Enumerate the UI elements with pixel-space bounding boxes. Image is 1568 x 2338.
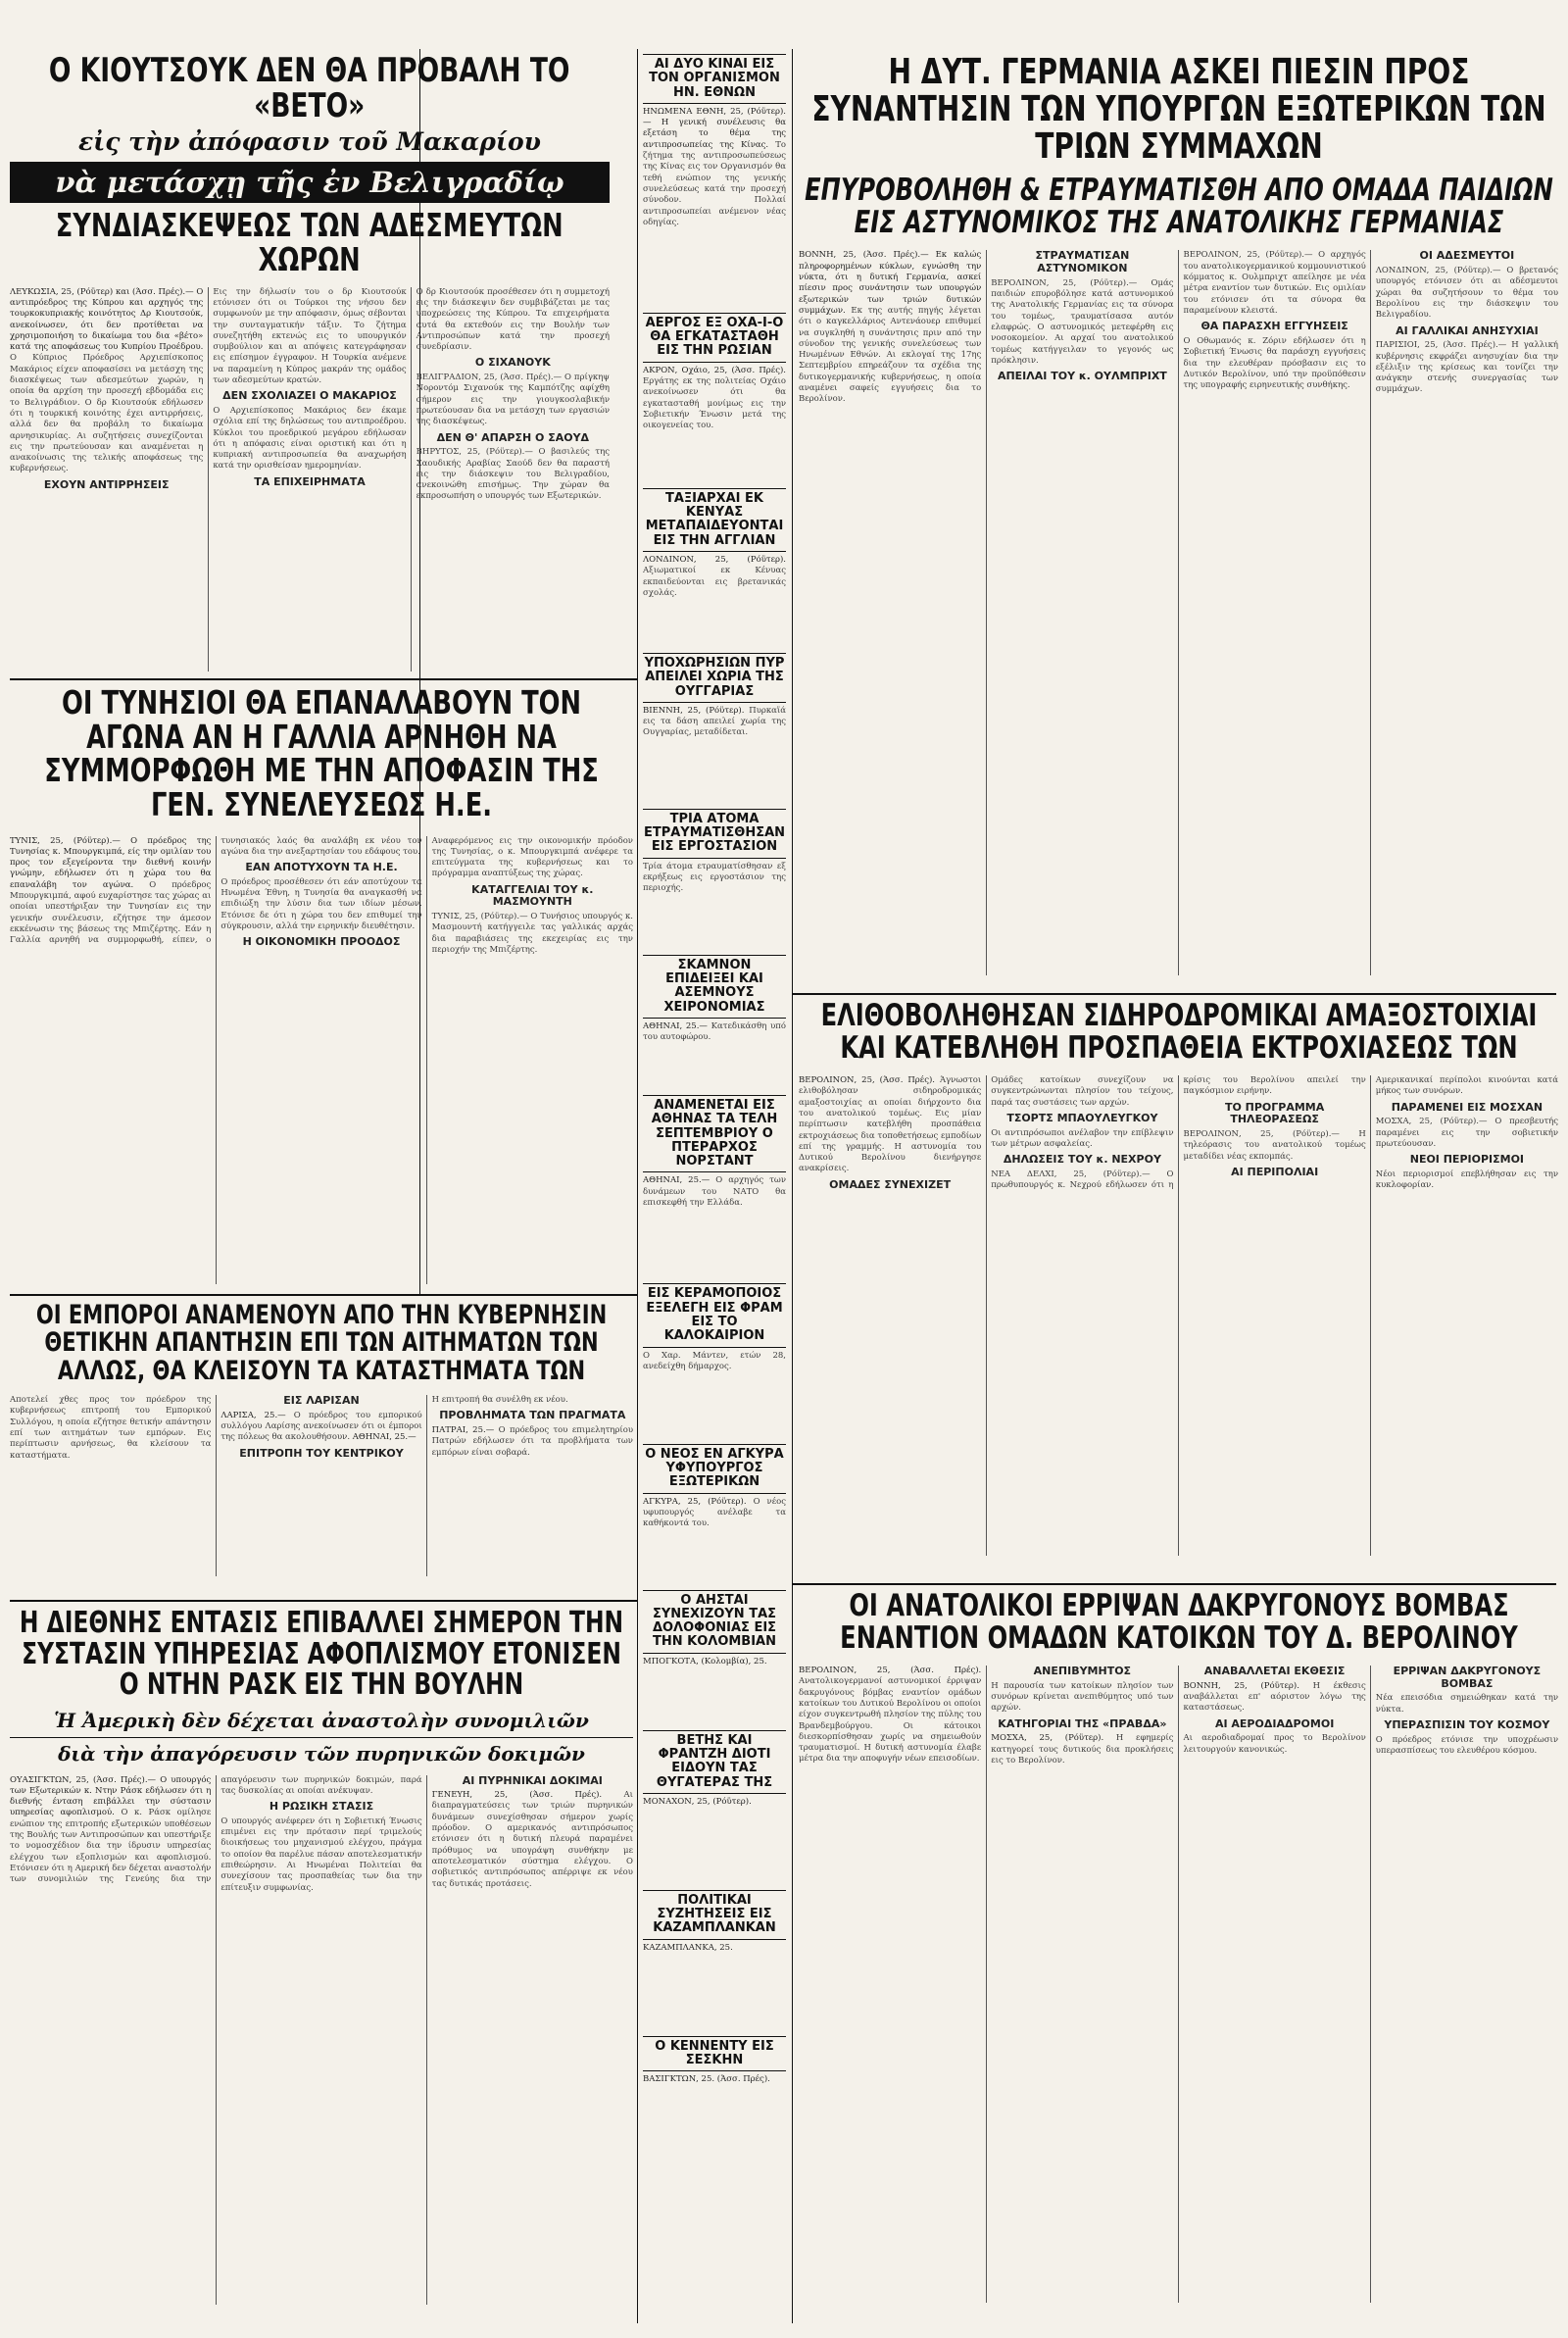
headline: ΟΙ ΑΝΑΤΟΛΙΚΟΙ ΕΡΡΙΨΑΝ ΔΑΚΡΥΓΟΝΟΥΣ ΒΟΜΒΑΣ ΕΝΑΝΤΙΟΝ ΟΜΑΔΩΝ ΚΑΤΟΙΚΩΝ ΤΟΥ Δ. ΒΕΡΟΛΙΝΟΥ [839,1590,1518,1656]
subheadline: Ἡ Ἀμερικὴ δὲν δέχεται ἀναστολὴν συνομιλιῶν [10,1709,633,1738]
section-heading: ΤΑ ΕΠΙΧΕΙΡΗΜΑΤΑ [254,474,366,488]
headline: Ο ΚΕΝΝΕΝΤΥ ΕΙΣ ΣΕΣΚΗΝ [643,2036,786,2072]
dateline: ΛΕΥΚΩΣΙΑ, 25, (Ρόϋτερ) και (Άσσ. Πρές).— Ο αντιπρόεδρος της Κύπρου και αρχηγός της τουρκοκυπριακής κοινότητος Δρ Κιουτσούκ, ανεκοίνωσεν, ότι δεν προτίθεται να χρησιμοποιήση το δικαίωμα του δια «βέτο» κατά της αποφάσεως του Κυπρίου Προέδρου. [10,286,204,353]
section-heading: ΟΜΑΔΕΣ ΣΥΝΕΧΙΖΕΤ [829,1177,952,1191]
article-tunisia [10,686,633,1284]
article-west-germany [799,54,1558,985]
article-disarmament [10,1608,633,2328]
brief-body: ΛΟΝΔΙΝΟΝ, 25, (Ρόϋτερ). Αξιωματικοί εκ Κένυας εκπαιδεύονται εις βρετανικάς σχολάς. [643,554,786,598]
dateline: ΒΟΝΝΗ, 25, (Ρόϋτερ). [1183,1680,1299,1691]
headline: ΟΙ ΕΜΠΟΡΟΙ ΑΝΑΜΕΝΟΥΝ ΑΠΟ ΤΗΝ ΚΥΒΕΡΝΗΣΙΝ ΘΕΤΙΚΗΝ ΑΠΑΝΤΗΣΙΝ ΕΠΙ ΤΩΝ ΑΙΤΗΜΑΤΩΝ ΤΩΝ ΑΛΛΩΣ, ΘΑ ΚΛΕΙΣΟΥΝ ΤΑ ΚΑΤΑΣΤΗΜΑΤΑ ΤΩΝ [35,1302,608,1386]
section-heading: ΚΑΤΗΓΟΡΙΑΙ ΤΗΣ «ΠΡΑΒΔΑ» [998,1716,1167,1730]
dateline: ΓΕΝΕΥΗ, 25, (Άσσ. Πρές). [431,1790,603,1801]
brief-body: ΑΓΚΥΡΑ, 25, (Ρόϋτερ). Ο νέος υφυπουργός ανέλαβε τα καθήκοντά του. [643,1496,786,1529]
dateline: ΒΕΡΟΛΙΝΟΝ, 25, (Άσσ. Πρές). [799,1666,982,1676]
section-rule [10,1294,637,1296]
section-heading: ΕΡΡΙΨΑΝ ΔΑΚΡΥΓΟΝΟΥΣ ΒΟΜΒΑΣ [1393,1665,1542,1690]
dateline: ΑΚΡΟΝ, Οχάιο, 25, (Άσσ. Πρές). [643,365,786,375]
section-rule [10,678,637,680]
subheadline: εἰς τὴν ἀπόφασιν τοῦ Μακαρίου [77,127,542,157]
brief-body [643,1657,786,1730]
subheadline-2: διὰ τὴν ἀπαγόρευσιν τῶν πυρηνικῶν δοκιμῶν [58,1741,585,1766]
brief-body: Ο Χαρ. Μάντεν, ετών 28, ανεδείχθη δήμαρχος. [643,1350,786,1371]
article-body: ΒΟΝΝΗ, 25, (Άσσ. Πρές).— Εκ καλώς πληροφορημένων κύκλων, εγνώσθη την νύκτα, ότι η δυτική Γερμανία, ασκεί πίεσιν προς συνάντησιν των υπουργών εξωτερικών των τριών δυτικών συμμάχων. Εκ της αυτής πηγής λέγεται ότι ο καγκελλάριος Αντενάουερ επιθυμεί να συγκληθή η συνάντησις πριν από την σύνοδον της γενικής συνελεύσεως των Ηνωμένων Εθνών. Αι εκλογαί της 17ης Σεπτεμβρίου επηρεάζουν τα σχέδια της δυτικογερμανικής κυβερνήσεως, η οποία αναμένει σαφείς εγγυήσεις δια το Βερολίνον. ΣΤΡΑΥΜΑΤΙΣΑΝ ΑΣΤΥΝΟΜΙΚΟΝ ΒΕΡΟΛΙΝΟΝ, 25, (Ρόϋτερ).— Ομάς παιδιών επυροβόλησε κατά αστυνομικού της Ανατολικής Γερμανίας εις τα σύνορα του τομέως, τραυματίσασα αυτόν ελαφρώς. Ο αστυνομικός μετεφέρθη εις νοσοκομείον. Αι αρχαί του ανατολικού τομέως κατήγγειλαν το γεγονός ως πρόκλησιν. ΑΠΕΙΛΑΙ ΤΟΥ κ. ΟΥΛΜΠΡΙΧΤ ΒΕΡΟΛΙΝΟΝ, 25, (Ρόϋτερ).— Ο αρχηγός του ανατολικογερμανικού κομμουνιστικού κόμματος κ. Ουλμπριχτ απείλησε με νέα μέτρα εναντίον των δυτικών. Εις ομιλίαν του ετόνισεν ότι τα σύνορα θα παραμείνουν κλειστά. ΘΑ ΠΑΡΑΣΧΗ ΕΓΓΥΗΣΕΙΣ Ο Οθωμανός κ. Ζόριν εδήλωσεν ότι η Σοβιετική Ένωσις θα παράσχη εγγυήσεις δια την ελευθέραν πρόσβασιν εις το Δυτικόν Βερολίνον, υπό την προϋπόθεσιν της υπογραφής ειρηνευτικής συνθήκης. ΟΙ ΑΔΕΣΜΕΥΤΟΙ ΛΟΝΔΙΝΟΝ, 25, (Ρόϋτερ).— Ο βρετανός υπουργός ετόνισεν ότι αι αδέσμευτοι χώραι θα συζητήσουν το θέμα του Βερολίνου εις την διάσκεψιν του Βελιγραδίου. ΑΙ ΓΑΛΛΙΚΑΙ ΑΝΗΣΥΧΙΑΙ ΠΑΡΙΣΙΟΙ, 25, (Άσσ. Πρές).— Η γαλλική κυβέρνησις εκφράζει ανησυχίαν δια την εξέλιξιν της κρίσεως και τονίζει την ανάγκην στενής συνεργασίας των συμμάχων. [799,249,1558,405]
section-heading: Ο ΣΙΧΑΝΟΥΚ [474,356,551,370]
headline: ΕΛΙΘΟΒΟΛΗΘΗΣΑΝ ΣΙΔΗΡΟΔΡΟΜΙΚΑΙ ΑΜΑΞΟΣΤΟΙΧΙΑΙ ΚΑΙ ΚΑΤΕΒΛΗΘΗ ΠΡΟΣΠΑΘΕΙΑ ΕΚΤΡΟΧΙΑΣΕΩΣ ΤΩΝ [820,1000,1537,1066]
section-heading: ΑΙ ΑΕΡΟΔΙΑΔΡΟΜΟΙ [1214,1716,1335,1730]
section-heading: ΥΠΕΡΑΣΠΙΣΙΝ ΤΟΥ ΚΟΣΜΟΥ [1384,1717,1550,1731]
section-heading: ΤΟ ΠΡΟΓΡΑΜΜΑ ΤΗΛΕΟΡΑΣΕΩΣ [1224,1100,1325,1126]
brief-body: Τρία άτομα ετραυματίσθησαν εξ εκρήξεως εις εργοστάσιον της περιοχής. [643,861,786,894]
headline: ΥΠΟΧΩΡΗΣΙΩΝ ΠΥΡ ΑΠΕΙΛΕΙ ΧΩΡΙΑ ΤΗΣ ΟΥΓΓΑΡΙΑΣ [643,653,786,703]
brief-body [643,2074,786,2133]
section-heading: ΤΣΟΡΤΣ ΜΠΑΟΥΛΕΥΓΚΟΥ [1006,1111,1158,1124]
section-heading: ΕΙΣ ΛΑΡΙΣΑΝ [283,1394,360,1408]
headline: ΤΑΞΙΑΡΧΑΙ ΕΚ ΚΕΝΥΑΣ ΜΕΤΑΠΑΙΔΕΥΟΝΤΑΙ ΕΙΣ ΤΗΝ ΑΓΓΛΙΑΝ [643,488,786,552]
inverse-banner [10,162,610,203]
headline: ΣΚΑΜΝΟΝ ΕΠΙΔΕΙΞΕΙ ΚΑΙ ΑΣΕΜΝΟΥΣ ΧΕΙΡΟΝΟΜΙΑΣ [643,955,786,1019]
article-body: ΟΥΑΣΙΓΚΤΩΝ, 25, (Άσσ. Πρές).— Ο υπουργός των Εξωτερικών κ. Ντην Ράσκ εδήλωσεν ότι η διεθνής ένταση επιβάλλει την σύστασιν υπηρεσίας αφοπλισμού. Ο κ. Ράσκ ομίλησε ενώπιον της επιτροπής εξωτερικών υποθέσεων της Βουλής των Αντιπροσώπων και υπεστήριξε το νομοσχέδιον δια την ίδρυσιν υπηρεσίας ελέγχου των εξοπλισμών και αφοπλισμού. Ετόνισεν ότι η Αμερική δεν δέχεται αναστολήν των συνομιλιών της Γενεύης δια την απαγόρευσιν των πυρηνικών δοκιμών, παρά τας δυσκολίας αι οποίαι ανέκυψαν. Η ΡΩΣΙΚΗ ΣΤΑΣΙΣ Ο υπουργός ανέφερεν ότι η Σοβιετική Ένωσις επιμένει εις την πρότασιν περί τριμελούς διοικήσεως του μηχανισμού ελέγχου, πράγμα το οποίον θα παρέλυε πάσαν αποτελεσματικήν επιθεώρησιν. Αι Ηνωμέναι Πολιτείαι θα συνεχίσουν τας προσπαθείας των δια την επίτευξιν συμφωνίας. ΑΙ ΠΥΡΗΝΙΚΑΙ ΔΟΚΙΜΑΙ ΓΕΝΕΥΗ, 25, (Άσσ. Πρές). Αι διαπραγματεύσεις των τριών πυρηνικών δυνάμεων συνεχίσθησαν σήμερον χωρίς πρόοδον. Ο αμερικανός αντιπρόσωπος ετόνισεν ότι η δυτική πλευρά παραμένει πρόθυμος να υπογράψη συνθήκην με αποτελεσματικόν σύστημα ελέγχου. Ο σοβιετικός αντιπρόσωπος απέρριψε εκ νέου τας δυτικάς προτάσεις. [10,1773,633,1893]
headline: ΟΙ ΤΥΝΗΣΙΟΙ ΘΑ ΕΠΑΝΑΛΑΒΟΥΝ ΤΟΝ ΑΓΩΝΑ ΑΝ Η ΓΑΛΛΙΑ ΑΡΝΗΘΗ ΝΑ ΣΥΜΜΟΡΦΩΘΗ ΜΕ ΤΗΝ ΑΠΟΦΑΣΙΝ ΤΗΣ ΓΕΝ. ΣΥΝΕΛΕΥΣΕΩΣ Η.Ε. [44,686,599,823]
dateline: ΑΘΗΝΑΙ, 25.— [352,1432,416,1443]
dateline: ΒΙΕΝΝΗ, 25, (Ρόϋτερ). [643,705,745,716]
headline: Ο ΑΗΣΤΑΙ ΣΥΝΕΧΙΖΟΥΝ ΤΑΣ ΔΟΛΟΦΟΝΙΑΣ ΕΙΣ ΤΗΝ ΚΟΛΟΜΒΙΑΝ [643,1590,786,1654]
section-heading: ΠΡΟΒΛΗΜΑΤΑ ΤΩΝ ΠΡΑΓΜΑΤΑ [439,1409,626,1422]
brief-body: ΑΘΗΝΑΙ, 25.— Ο αρχηγός των δυνάμεων του ΝΑΤΟ θα επισκεφθή την Ελλάδα. [643,1175,786,1209]
headline: ΑΕΡΓΟΣ ΕΞ ΟΧΑ-Ι-Ο ΘΑ ΕΓΚΑΤΑΣΤΑΘΗ ΕΙΣ ΤΗΝ ΡΩΣΙΑΝ [643,313,786,363]
section-heading: ΔΗΛΩΣΕΙΣ ΤΟΥ κ. ΝΕΧΡΟΥ [1003,1153,1161,1167]
middle-column [643,54,786,2318]
section-heading: ΕΑΝ ΑΠΟΤΥΧΟΥΝ ΤΑ Η.Ε. [245,861,398,874]
headline: ΕΙΣ ΚΕΡΑΜΟΠΟΙΟΣ ΕΞΕΛΕΓΗ ΕΙΣ ΦΡΑΜ ΕΙΣ ΤΟ ΚΑΛΟΚΑΙΡΙΟΝ [643,1283,786,1347]
headline: ΠΟΛΙΤΙΚΑΙ ΣΥΖΗΤΗΣΕΙΣ ΕΙΣ ΚΑΖΑΜΠΛΑΝΚΑΝ [643,1890,786,1940]
article-body: Αποτελεί χθες προς τον πρόεδρον της κυβερνήσεως επιτροπή του Εμπορικού Συλλόγου, η οποία εζήτησε θετικήν απάντησιν επί των αιτημάτων των εμπόρων. Εις περίπτωσιν αρνήσεως, θα κλείσουν τα καταστήματα. ΕΙΣ ΛΑΡΙΣΑΝ ΛΑΡΙΣΑ, 25.— Ο πρόεδρος του εμπορικού συλλόγου Λαρίσης ανεκοίνωσεν ότι οι έμποροι της πόλεως θα ακολουθήσουν. ΑΘΗΝΑΙ, 25.— ΕΠΙΤΡΟΠΗ ΤΟΥ ΚΕΝΤΡΙΚΟΥ Η επιτροπή θα συνέλθη εκ νέου. ΠΡΟΒΛΗΜΑΤΑ ΤΩΝ ΠΡΑΓΜΑΤΑ ΠΑΤΡΑΙ, 25.— Ο πρόεδρος του επιμελητηρίου Πατρών εδήλωσεν ότι τα προβλήματα των εμπόρων είναι σοβαρά. [10,1394,633,1461]
headline: ΑΝΑΜΕΝΕΤΑΙ ΕΙΣ ΑΘΗΝΑΣ ΤΑ ΤΕΛΗ ΣΕΠΤΕΜΒΡΙΟΥ Ο ΠΤΕΡΑΡΧΟΣ ΝΟΡΣΤΑΝΤ [643,1095,786,1172]
dateline: ΒΑΣΙΓΚΤΩΝ, 25. (Άσσ. Πρές). [643,2074,770,2085]
dateline: ΑΓΚΥΡΑ, 25, (Ρόϋτερ). [643,1496,747,1507]
dateline: ΑΘΗΝΑΙ, 25.— [643,1175,710,1186]
dateline: ΒΟΝΝΗ, 25, (Άσσ. Πρές).— Εκ καλώς πληροφορημένων κύκλων, εγνώσθη την νύκτα, ότι η δυτική Γερμανία, ασκεί πίεσιν προς συνάντησιν των υπουργών εξωτερικών των τριών δυτικών συμμάχων. [799,250,982,316]
section-heading: ΚΑΤΑΓΓΕΛΙΑΙ ΤΟΥ κ. ΜΑΣΜΟΥΝΤΗ [471,882,594,909]
brief-body: ΗΝΩΜΕΝΑ ΕΘΝΗ, 25, (Ρόϋτερ).— Η γενική συνέλευσις θα εξετάση το θέμα της αντιπροσωπείας της Κίνας. Το ζήτημα της αντιπροσωπεύσεως της Κίνας εις τον Οργανισμόν θα τεθή ενώπιον της γενικής συνελεύσεως κατά την προσεχή σύνοδον. Πολλαί αντιπροσωπείαι ανέμενον νέας οδηγίας. [643,106,786,227]
article-merchants [10,1302,633,1592]
dateline: ΜΟΝΑΧΟΝ, 25, (Ρόϋτερ). [643,1796,752,1807]
article-body: ΤΥΝΙΣ, 25, (Ρόϋτερ).— Ο πρόεδρος της Τυνησίας κ. Μπουργκιμπά, είς την ομιλίαν του προς τον εξεγείροντα την διεθνή κοινήν γνώμην, εδήλωσεν ότι η χώρα του θα επαναλάβη τον αγώνα. Ο πρόεδρος Μπουργκιμπά, αφού ευχαρίστησε τας χώρας αι οποίαι υπεστήριξαν την Τυνησίαν εις την γενικήν συνέλευσιν, εζήτησε την άμεσον εκκένωσιν της βάσεως της Μπιζέρτης. Εάν η Γαλλία αρνηθή να συμμορφωθή, είπεν, ο τυνησιακός λαός θα αναλάβη εκ νέου τον αγώνα δια την ανεξαρτησίαν του εδάφους του. ΕΑΝ ΑΠΟΤΥΧΟΥΝ ΤΑ Η.Ε. Ο πρόεδρος προσέθεσεν ότι εάν αποτύχουν τα Ηνωμένα Έθνη, η Τυνησία θα αναγκασθή να επιδιώξη την λύσιν δια των ιδίων μέσων. Ετόνισε δε ότι η χώρα του δεν επιθυμεί την σύγκρουσιν, αλλά την ειρηνικήν διευθέτησιν. Η ΟΙΚΟΝΟΜΙΚΗ ΠΡΟΟΔΟΣ Αναφερόμενος εις την οικονομικήν πρόοδον της Τυνησίας, ο κ. Μπουργκιμπά ανέφερε τα επιτεύγματα της κυβερνήσεως και το πρόγραμμα αναπτύξεως της χώρας. ΚΑΤΑΓΓΕΛΙΑΙ ΤΟΥ κ. ΜΑΣΜΟΥΝΤΗ ΤΥΝΙΣ, 25, (Ρόϋτερ).— Ο Τυνήσιος υπουργός κ. Μασμουντή κατήγγειλε τας γαλλικάς αρχάς δια παραβιάσεις της εκεχειρίας εις την περιοχήν της Μπιζέρτης. [10,835,633,955]
dateline: ΠΑΤΡΑΙ, 25.— [431,1424,495,1435]
section-heading: Η ΡΩΣΙΚΗ ΣΤΑΣΙΣ [269,1800,374,1814]
section-heading: ΑΠΕΙΛΑΙ ΤΟΥ κ. ΟΥΛΜΠΡΙΧΤ [997,370,1167,383]
section-heading: ΔΕΝ ΣΧΟΛΙΑΖΕΙ Ο ΜΑΚΑΡΙΟΣ [222,389,397,403]
dateline: ΛΟΝΔΙΝΟΝ, 25, (Ρόϋτερ). [643,554,786,565]
dateline: ΤΥΝΙΣ, 25, (Ρόϋτερ).— Ο πρόεδρος της Τυνησίας κ. Μπουργκιμπά, είς την ομιλίαν του προς τον εξεγείροντα την διεθνή κοινήν γνώμην, εδήλωσεν ότι η χώρα του θα επαναλάβη τον αγώνα. [10,835,212,890]
article-body: ΛΕΥΚΩΣΙΑ, 25, (Ρόϋτερ) και (Άσσ. Πρές).— Ο αντιπρόεδρος της Κύπρου και αρχηγός της τουρκοκυπριακής κοινότητος Δρ Κιουτσούκ, ανεκοίνωσεν, ότι δεν προτίθεται να χρησιμοποιήση το δικαίωμα του δια «βέτο» κατά της αποφάσεως του Κυπρίου Προέδρου. Ο Κύπριος Πρόεδρος Αρχιεπίσκοπος Μακάριος είχεν αποφασίσει να μετάσχη της διασκέψεως των αδεσμεύτων χωρών, η οποία θα αρχίση την προσεχή εβδομάδα εις το Βελιγράδιον. Ο δρ Κιουτσούκ εδήλωσεν ότι η τουρκική κοινότης έχει αντιρρήσεις, αλλά δεν θα προβάλη το δικαίωμα αρνησικυρίας. Αι συζητήσεις συνεχίζονται εις την πρωτεύουσαν και αναμένεται η ανακοίνωσις της τελικής αποφάσεως της κυβερνήσεως. ΕΧΟΥΝ ΑΝΤΙΡΡΗΣΕΙΣ Εις την δήλωσίν του ο δρ Κιουτσούκ ετόνισεν ότι οι Τούρκοι της νήσου δεν συμφωνούν με την απόφασιν, όμως σέβονται την συνταγματικήν τάξιν. Το ζήτημα συνεζητήθη εκτενώς εις το υπουργικόν συμβούλιον και αι απόψεις κατεγράφησαν εις επίσημον έγγραφον. Η Τουρκία ανέμενε να παραμείνη η Κύπρος μακράν της ομάδος των αδεσμεύτων κρατών. ΔΕΝ ΣΧΟΛΙΑΖΕΙ Ο ΜΑΚΑΡΙΟΣ Ο Αρχιεπίσκοπος Μακάριος δεν έκαμε σχόλια επί της δηλώσεως του αντιπροέδρου. Κύκλοι του προεδρικού μεγάρου εδήλωσαν ότι η απόφασις είναι οριστική και ότι η κυπριακή αντιπροσωπεία θα αναχωρήση κατά την ορισθείσαν ημερομηνίαν. ΤΑ ΕΠΙΧΕΙΡΗΜΑΤΑ Ο δρ Κιουτσούκ προσέθεσεν ότι η συμμετοχή εις την διάσκεψιν δεν συμβιβάζεται με τας υποχρεώσεις της Κύπρου. Τα επιχειρήματα αυτά θα εκτεθούν εις την Βουλήν των Αντιπροσώπων κατά την προσεχή συνεδρίασιν. Ο ΣΙΧΑΝΟΥΚ ΒΕΛΙΓΡΑΔΙΟΝ, 25, (Άσσ. Πρές).— Ο πρίγκηψ Νοροντόμ Σιχανούκ της Καμπότζης αφίχθη σήμερον εις την γιουγκοσλαβικήν πρωτεύουσαν δια να μετάσχη των εργασιών της διασκέψεως. ΔΕΝ Θ' ΑΠΑΡΣΗ Ο ΣΑΟΥΔ ΒΗΡΥΤΟΣ, 25, (Ρόϋτερ).— Ο βασιλεύς της Σαουδικής Αραβίας Σαούδ δεν θα παραστή εις την διάσκεψιν του Βελιγραδίου, ανεκοινώθη επισήμως. Την χώραν θα εκπροσωπήση ο υπουργός των Εξωτερικών. [10,286,610,502]
headline: ΑΙ ΔΥΟ ΚΙΝΑΙ ΕΙΣ ΤΟΝ ΟΡΓΑΝΙΣΜΟΝ ΗΝ. ΕΘΝΩΝ [643,54,786,104]
section-heading: ΑΙ ΠΥΡΗΝΙΚΑΙ ΔΟΚΙΜΑΙ [462,1773,603,1787]
headline: Η ΔΙΕΘΝΗΣ ΕΝΤΑΣΙΣ ΕΠΙΒΑΛΛΕΙ ΣΗΜΕΡΟΝ ΤΗΝ ΣΥΣΤΑΣΙΝ ΥΠΗΡΕΣΙΑΣ ΑΦΟΠΛΙΣΜΟΥ ΕΤΟΝΙΣΕΝ Ο ΝΤΗΝ ΡΑΣΚ ΕΙΣ ΤΗΝ ΒΟΥΛΗΝ [19,1608,624,1702]
section-heading: ΠΑΡΑΜΕΝΕΙ ΕΙΣ ΜΟΣΧΑΝ [1391,1100,1544,1114]
section-heading: ΕΠΙΤΡΟΠΗ ΤΟΥ ΚΕΝΤΡΙΚΟΥ [239,1446,404,1460]
headline: ΤΡΙΑ ΑΤΟΜΑ ΕΤΡΑΥΜΑΤΙΣΘΗΣΑΝ ΕΙΣ ΕΡΓΟΣΤΑΣΙΟΝ [643,809,786,859]
subheadline: ΕΠΥΡΟΒΟΛΗΘΗ & ΕΤΡΑΥΜΑΤΙΣΘΗ ΑΠΟ ΟΜΑΔΑ ΠΑΙΔΙΩΝ ΕΙΣ ΑΣΤΥΝΟΜΙΚΟΣ ΤΗΣ ΑΝΑΤΟΛΙΚΗΣ ΓΕΡΜΑΝΙΑΣ [804,173,1553,240]
section-heading: ΑΙ ΓΑΛΛΙΚΑΙ ΑΝΗΣΥΧΙΑΙ [1396,323,1539,337]
dateline: ΜΟΣΧΑ, 25, (Ρόϋτερ). [991,1733,1104,1744]
article-body: ΒΕΡΟΛΙΝΟΝ, 25, (Άσσ. Πρές). Άγνωστοι ελιθοβόλησαν σιδηροδρομικάς αμαξοστοιχίας αι οποίαι διήρχοντο δια του ανατολικού τομέως. Εις μίαν περίπτωσιν κατεβλήθη προσπάθεια εκτροχιάσεως δια τοποθετήσεως εμποδίων επί της γραμμής. Η αστυνομία του Δυτικού Βερολίνου διενήργησε ανακρίσεις. ΟΜΑΔΕΣ ΣΥΝΕΧΙΖΕΤ Ομάδες κατοίκων συνεχίζουν να συγκεντρώνωνται πλησίον του τείχους, παρά τας συστάσεις των αρχών. ΤΣΟΡΤΣ ΜΠΑΟΥΛΕΥΓΚΟΥ Οι αντιπρόσωποι ανέλαβον την επίβλεψιν των μέτρων ασφαλείας. ΔΗΛΩΣΕΙΣ ΤΟΥ κ. ΝΕΧΡΟΥ ΝΕΑ ΔΕΛΧΙ, 25, (Ρόϋτερ).— Ο πρωθυπουργός κ. Νεχρού εδήλωσεν ότι η κρίσις του Βερολίνου απειλεί την παγκόσμιον ειρήνην. ΤΟ ΠΡΟΓΡΑΜΜΑ ΤΗΛΕΟΡΑΣΕΩΣ ΒΕΡΟΛΙΝΟΝ, 25, (Ρόϋτερ).— Η τηλεόρασις του ανατολικού τομέως μεταδίδει νέας εκπομπάς. ΑΙ ΠΕΡΙΠΟΛΙΑΙ Αμερικανικαί περίπολοι κινούνται κατά μήκος των συνόρων. ΠΑΡΑΜΕΝΕΙ ΕΙΣ ΜΟΣΧΑΝ ΜΟΣΧΑ, 25, (Ρόϋτερ).— Ο πρεσβευτής παραμένει εις την σοβιετικήν πρωτεύουσαν. ΝΕΟΙ ΠΕΡΙΟΡΙΣΜΟΙ Νέοι περιορισμοί επεβλήθησαν εις την κυκλοφορίαν. [799,1075,1558,1191]
section-heading: ΝΕΟΙ ΠΕΡΙΟΡΙΣΜΟΙ [1409,1153,1525,1167]
article-kioutsouk [10,54,610,672]
dateline: ΚΑΖΑΜΠΛΑΝΚΑ, 25. [643,1942,733,1953]
brief-body: ΒΙΕΝΝΗ, 25, (Ρόϋτερ). Πυρκαϊά εις τα δάση απειλεί χωρία της Ουγγαρίας, μεταδίδεται. [643,705,786,738]
brief-body [643,1797,786,1890]
section-heading: ΑΙ ΠΕΡΙΠΟΛΙΑΙ [1231,1165,1319,1178]
section-heading: ΔΕΝ Θ' ΑΠΑΡΣΗ Ο ΣΑΟΥΔ [436,430,590,444]
dateline: ΛΑΡΙΣΑ, 25.— [220,1410,286,1420]
brief-body: ΑΚΡΟΝ, Οχάιο, 25, (Άσσ. Πρές). Εργάτης εκ της πολιτείας Οχάιο ανεκοίνωσεν ότι θα εγκατασταθή μονίμως εις την Σοβιετικήν Ένωσιν μετά της οικογενείας του. [643,365,786,431]
section-heading: ΟΙ ΑΔΕΣΜΕΥΤΟΙ [1419,249,1515,263]
headline: ΒΕΤΗΣ ΚΑΙ ΦΡΑΝΤΖΗ ΔΙΟΤΙ ΕΙΔΟΥΝ ΤΑΣ ΘΥΓΑΤΕΡΑΣ ΤΗΣ [643,1730,786,1794]
article-trains [799,1000,1558,1578]
banner-text: νὰ μετάσχῃ τῆς ἐν Βελιγραδίῳ [55,166,564,200]
section-rule [792,993,1556,995]
section-rule [792,1583,1556,1585]
dateline: ΗΝΩΜΕΝΑ ΕΘΝΗ, 25, (Ρόϋτερ).— Η γενική συνέλευσις θα εξετάση το θέμα της αντιπροσωπείας της Κίνας. [643,106,786,150]
section-heading: ΑΝΑΒΑΛΛΕΤΑΙ ΕΚΘΕΣΙΣ [1203,1665,1346,1678]
section-rule [10,1600,637,1602]
dateline: ΟΥΑΣΙΓΚΤΩΝ, 25, (Άσσ. Πρές).— Ο υπουργός των Εξωτερικών κ. Ντην Ράσκ εδήλωσεν ότι η διεθνής ένταση επιβάλλει την σύστασιν υπηρεσίας αφοπλισμού. [10,1774,212,1818]
subheadline-2: ΣΥΝΔΙΑΣΚΕΨΕΩΣ ΤΩΝ ΑΔΕΣΜΕΥΤΩΝ ΧΩΡΩΝ [56,206,564,279]
section-heading: ΣΤΡΑΥΜΑΤΙΣΑΝ ΑΣΤΥΝΟΜΙΚΟΝ [1035,249,1130,275]
section-heading: ΕΧΟΥΝ ΑΝΤΙΡΡΗΣΕΙΣ [43,477,170,491]
dateline: ΑΘΗΝΑΙ, 25.— [643,1020,708,1031]
column-rule [792,49,793,2323]
dateline: ΒΕΡΟΛΙΝΟΝ, 25, (Άσσ. Πρές). [799,1075,935,1086]
headline: Η ΔΥΤ. ΓΕΡΜΑΝΙΑ ΑΣΚΕΙ ΠΙΕΣΙΝ ΠΡΟΣ ΣΥΝΑΝΤΗΣΙΝ ΤΩΝ ΥΠΟΥΡΓΩΝ ΕΞΩΤΕΡΙΚΩΝ ΤΩΝ ΤΡΙΩΝ ΣΥΜΜΑΧΩΝ [810,54,1546,167]
section-heading: Η ΟΙΚΟΝΟΜΙΚΗ ΠΡΟΟΔΟΣ [242,935,401,949]
column-rule [637,49,638,2323]
headline: Ο ΝΕΟΣ ΕΝ ΑΓΚΥΡΑ ΥΦΥΠΟΥΡΓΟΣ ΕΞΩΤΕΡΙΚΩΝ [643,1444,786,1494]
brief-body: ΑΘΗΝΑΙ, 25.— Κατεδικάσθη υπό του αυτοφώρου. [643,1020,786,1043]
article-body: ΒΕΡΟΛΙΝΟΝ, 25, (Άσσ. Πρές). Ανατολικογερμανοί αστυνομικοί έρριψαν δακρυγόνους βόμβας εναντίον ομάδων κατοίκων του Δυτικού Βερολίνου οι οποίοι είχον συγκεντρωθή πλησίον της πύλης του Βρανδεμβούργου. Οι κάτοικοι διεσκορπίσθησαν χωρίς να σημειωθούν τραυματισμοί. Η δυτική αστυνομία έλαβε μέτρα δια την αποφυγήν νέων επεισοδίων. ΑΝΕΠΙΒΥΜΗΤΟΣ Η παρουσία των κατοίκων πλησίον των συνόρων κρίνεται ανεπιθύμητος υπό των αρχών. ΚΑΤΗΓΟΡΙΑΙ ΤΗΣ «ΠΡΑΒΔΑ» ΜΟΣΧΑ, 25, (Ρόϋτερ). Η εφημερίς κατηγορεί τους δυτικούς δια προκλήσεις εις το Βερολίνον. ΑΝΑΒΑΛΛΕΤΑΙ ΕΚΘΕΣΙΣ ΒΟΝΝΗ, 25, (Ρόϋτερ). Η έκθεσις αναβάλλεται επ' αόριστον λόγω της καταστάσεως. ΑΙ ΑΕΡΟΔΙΑΔΡΟΜΟΙ Αι αεροδιαδρομαί προς το Βερολίνον λειτουργούν κανονικώς. ΕΡΡΙΨΑΝ ΔΑΚΡΥΓΟΝΟΥΣ ΒΟΜΒΑΣ Νέα επεισόδια σημειώθηκαν κατά την νύκτα. ΥΠΕΡΑΣΠΙΣΙΝ ΤΟΥ ΚΟΣΜΟΥ Ο πρόεδρος ετόνισε την υποχρέωσιν υπερασπίσεως του ελευθέρου κόσμου. [799,1665,1558,1766]
section-heading: ΑΝΕΠΙΒΥΜΗΤΟΣ [1033,1665,1132,1678]
section-heading: ΘΑ ΠΑΡΑΣΧΗ ΕΓΓΥΗΣΕΙΣ [1200,320,1348,333]
brief-body [643,1943,786,2036]
article-tear-gas [799,1590,1558,2325]
headline: Ο ΚΙΟΥΤΣΟΥΚ ΔΕΝ ΘΑ ΠΡΟΒΑΛΗ ΤΟ «ΒΕΤΟ» [49,54,570,125]
dateline: ΜΠΟΓΚΟΤΑ, (Κολομβία), 25. [643,1656,767,1666]
